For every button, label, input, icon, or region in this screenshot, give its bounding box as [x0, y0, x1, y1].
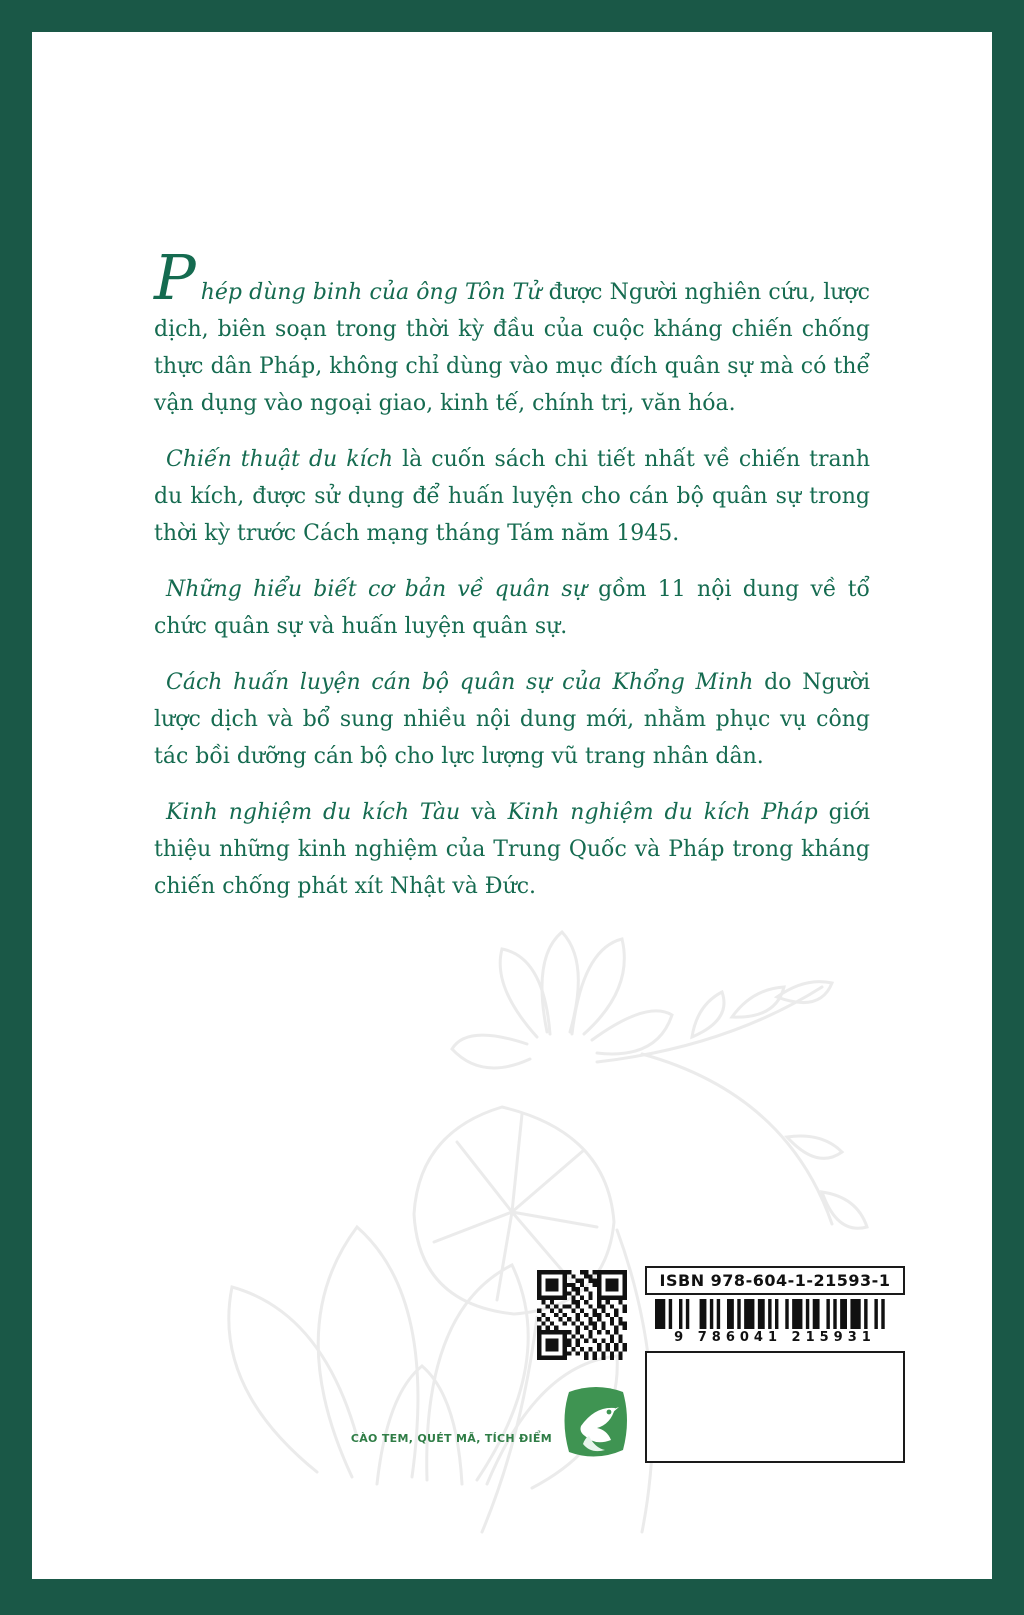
ean-barcode-icon: [655, 1299, 895, 1329]
isbn-block: [645, 1266, 905, 1463]
cover-panel: [32, 32, 992, 1579]
paragraph: Chiến thuật du kích là cuốn sách chi tiết nhất về chiến tranh du kích, được sử dụng để huấn luyện cho cán bộ quân sự trong thời kỳ trước Cách mạng tháng Tám năm 1945.: [154, 447, 870, 546]
drop-cap: P: [154, 241, 196, 314]
paragraph: Cách huấn luyện cán bộ quân sự của Khổng Minh do Người lược dịch và bổ sung nhiều nội dung mới, nhằm phục vụ công tác bồi dưỡng cán bộ cho lực lượng vũ trang nhân dân.: [154, 670, 870, 769]
paragraph: Kinh nghiệm du kích Tàu và Kinh nghiệm du kích Pháp giới thiệu những kinh nghiệm của Trung Quốc và Pháp trong kháng chiến chống phát xít Nhật và Đức.: [154, 800, 871, 899]
paragraph: Những hiểu biết cơ bản về quân sự gồm 11 nội dung về tổ chức quân sự và huấn luyện quân sự.: [154, 577, 871, 639]
text-block: [154, 241, 871, 924]
paragraph: Phép dùng binh của ông Tôn Tử được Người nghiên cứu, lược dịch, biên soạn trong thời kỳ đầu của cuộc kháng chiến chống thực dân Pháp, không chỉ dùng vào mục đích quân sự mà có thể vận dụng vào ngoại giao, kinh tế, chính trị, văn hóa.: [154, 241, 870, 416]
isbn-label: ISBN 978-604-1-21593-1: [645, 1266, 905, 1295]
loyalty-tagline: CÀO TEM, QUÉT MÃ, TÍCH ĐIỂM: [350, 1432, 552, 1445]
barcode-digits: 9 786041 215931: [674, 1330, 876, 1345]
publisher-logo-icon: [559, 1384, 633, 1462]
price-box: [645, 1351, 905, 1463]
qr-code-icon: [537, 1270, 627, 1360]
